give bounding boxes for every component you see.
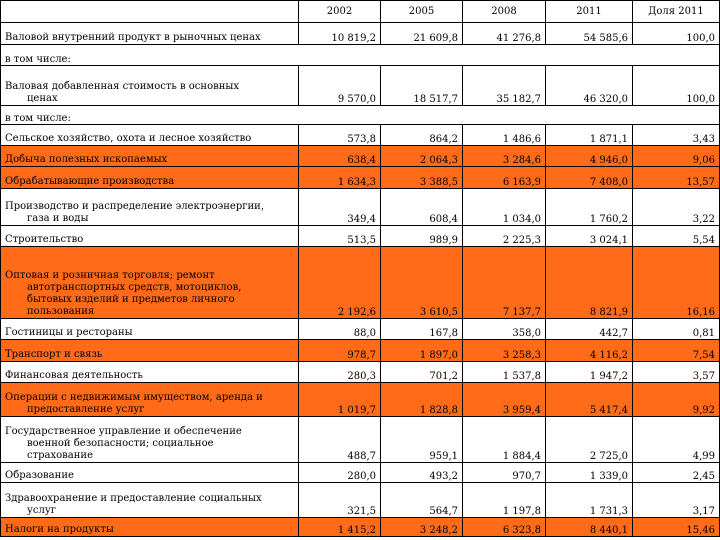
row-label — [1, 383, 299, 417]
cell-value: 970,7 — [463, 463, 546, 483]
cell-value: 1 634,3 — [299, 167, 381, 189]
row-label-line: Строительство — [5, 234, 84, 245]
section-label: в том числе: — [1, 45, 720, 66]
cell-value: 989,9 — [381, 226, 463, 247]
cell-value: 1 871,1 — [546, 125, 633, 146]
cell-value: 21 609,8 — [381, 23, 463, 45]
row-label — [1, 247, 299, 319]
row-label-line: Сельское хозяйство, охота и лесное хозяйство — [5, 133, 252, 144]
cell-value: 321,5 — [299, 483, 381, 518]
cell-value: 349,4 — [299, 189, 381, 226]
cell-share: 7,54 — [633, 340, 720, 362]
row-label-line: Добыча полезных ископаемых — [5, 154, 168, 165]
cell-value: 701,2 — [381, 362, 463, 383]
cell-value: 1 897,0 — [381, 340, 463, 362]
table-row — [1, 167, 720, 189]
row-label-line: Государственное управление и обеспечение — [5, 426, 242, 437]
header-blank — [1, 1, 299, 23]
cell-share: 0,81 — [633, 319, 720, 340]
cell-value: 1 486,6 — [463, 125, 546, 146]
table-row — [1, 66, 720, 106]
cell-value: 5 417,4 — [546, 383, 633, 417]
cell-value: 167,8 — [381, 319, 463, 340]
cell-value: 1 828,8 — [381, 383, 463, 417]
cell-value: 3 284,6 — [463, 146, 546, 167]
row-label-line: Операции с недвижимым имуществом, аренда и — [5, 392, 263, 403]
cell-value: 864,2 — [381, 125, 463, 146]
cell-share: 3,22 — [633, 189, 720, 226]
cell-share: 3,43 — [633, 125, 720, 146]
cell-value: 54 585,6 — [546, 23, 633, 45]
header-year-2011: 2011 — [546, 1, 633, 23]
header-year-2002: 2002 — [299, 1, 381, 23]
cell-value: 1 197,8 — [463, 483, 546, 518]
cell-value: 6 323,8 — [463, 518, 546, 537]
row-label — [1, 362, 299, 383]
row-label-line: Оптовая и розничная торговля; ремонт — [5, 270, 215, 281]
cell-value: 1 019,7 — [299, 383, 381, 417]
cell-value: 8 821,9 — [546, 247, 633, 319]
cell-value: 9 570,0 — [299, 66, 381, 106]
table-row — [1, 319, 720, 340]
cell-value: 3 248,2 — [381, 518, 463, 537]
section-label-row — [1, 45, 720, 66]
cell-value: 2 725,0 — [546, 417, 633, 463]
header-year-2005: 2005 — [381, 1, 463, 23]
row-label — [1, 463, 299, 483]
cell-value: 10 819,2 — [299, 23, 381, 45]
cell-value: 3 959,4 — [463, 383, 546, 417]
row-label-line: пользования — [27, 306, 95, 317]
table-row — [1, 362, 720, 383]
cell-share: 3,57 — [633, 362, 720, 383]
table-row — [1, 23, 720, 45]
cell-share: 15,46 — [633, 518, 720, 537]
cell-share: 3,17 — [633, 483, 720, 518]
cell-share: 100,0 — [633, 23, 720, 45]
cell-value: 18 517,7 — [381, 66, 463, 106]
cell-value: 2 192,6 — [299, 247, 381, 319]
row-label — [1, 23, 299, 45]
row-label — [1, 319, 299, 340]
row-label — [1, 483, 299, 518]
row-label — [1, 125, 299, 146]
cell-share: 9,92 — [633, 383, 720, 417]
cell-value: 3 258,3 — [463, 340, 546, 362]
cell-value: 442,7 — [546, 319, 633, 340]
table-row — [1, 125, 720, 146]
row-label-line: Здравоохранение и предоставление социальных — [5, 493, 262, 504]
cell-value: 6 163,9 — [463, 167, 546, 189]
row-label-line: Налоги на продукты — [5, 524, 114, 535]
cell-value: 3 610,5 — [381, 247, 463, 319]
cell-value: 608,4 — [381, 189, 463, 226]
table-body — [1, 23, 720, 537]
cell-value: 35 182,7 — [463, 66, 546, 106]
cell-value: 7 408,0 — [546, 167, 633, 189]
cell-value: 3 024,1 — [546, 226, 633, 247]
table-row — [1, 340, 720, 362]
cell-value: 1 760,2 — [546, 189, 633, 226]
cell-value: 1 339,0 — [546, 463, 633, 483]
row-label — [1, 66, 299, 106]
section-label: в том числе: — [1, 106, 720, 125]
cell-value: 488,7 — [299, 417, 381, 463]
cell-value: 2 064,3 — [381, 146, 463, 167]
cell-value: 493,2 — [381, 463, 463, 483]
cell-value: 4 946,0 — [546, 146, 633, 167]
row-label-line: ценах — [27, 93, 58, 104]
cell-value: 358,0 — [463, 319, 546, 340]
row-label — [1, 340, 299, 362]
cell-share: 2,45 — [633, 463, 720, 483]
row-label-line: военной безопасности; социальное — [27, 438, 214, 449]
table-row — [1, 483, 720, 518]
cell-share: 100,0 — [633, 66, 720, 106]
cell-share: 9,06 — [633, 146, 720, 167]
table-row — [1, 146, 720, 167]
table-row — [1, 189, 720, 226]
row-label-line: Гостиницы и рестораны — [5, 327, 133, 338]
table-row — [1, 247, 720, 319]
table-row — [1, 417, 720, 463]
cell-share: 13,57 — [633, 167, 720, 189]
cell-value: 978,7 — [299, 340, 381, 362]
row-label-line: Транспорт и связь — [5, 349, 103, 360]
cell-value: 8 440,1 — [546, 518, 633, 537]
row-label — [1, 226, 299, 247]
row-label-line: Производство и распределение электроэнергии, — [5, 201, 265, 212]
cell-value: 959,1 — [381, 417, 463, 463]
row-label — [1, 417, 299, 463]
section-label-row — [1, 106, 720, 125]
cell-value: 2 225,3 — [463, 226, 546, 247]
cell-value: 1 034,0 — [463, 189, 546, 226]
row-label-line: Обрабатывающие производства — [5, 176, 175, 187]
row-label-line: предоставление услуг — [27, 404, 145, 415]
table-row — [1, 518, 720, 537]
cell-value: 638,4 — [299, 146, 381, 167]
row-label-line: Валовая добавленная стоимость в основных — [5, 81, 239, 92]
header-year-2008: 2008 — [463, 1, 546, 23]
cell-value: 564,7 — [381, 483, 463, 518]
row-label — [1, 146, 299, 167]
row-label-line: автотранспортных средств, мотоциклов, — [27, 282, 242, 293]
row-label — [1, 189, 299, 226]
table-row — [1, 383, 720, 417]
row-label-line: Финансовая деятельность — [5, 370, 143, 381]
cell-share: 16,16 — [633, 247, 720, 319]
cell-value: 573,8 — [299, 125, 381, 146]
row-label-line: газа и воды — [27, 213, 89, 224]
header-share-2011: Доля 2011 — [633, 1, 720, 23]
cell-value: 3 388,5 — [381, 167, 463, 189]
cell-value: 4 116,2 — [546, 340, 633, 362]
row-label-line: страхование — [27, 450, 93, 461]
table-row — [1, 463, 720, 483]
row-label-line: бытовых изделий и предметов личного — [27, 294, 235, 305]
cell-value: 513,5 — [299, 226, 381, 247]
cell-value: 41 276,8 — [463, 23, 546, 45]
cell-value: 1 537,8 — [463, 362, 546, 383]
cell-value: 46 320,0 — [546, 66, 633, 106]
cell-value: 1 731,3 — [546, 483, 633, 518]
cell-value: 7 137,7 — [463, 247, 546, 319]
cell-value: 88,0 — [299, 319, 381, 340]
row-label-line: Валовой внутренний продукт в рыночных ценах — [5, 32, 261, 43]
cell-value: 1 947,2 — [546, 362, 633, 383]
row-label — [1, 518, 299, 537]
cell-value: 1 884,4 — [463, 417, 546, 463]
cell-share: 5,54 — [633, 226, 720, 247]
table-row — [1, 226, 720, 247]
cell-value: 280,3 — [299, 362, 381, 383]
header-row — [1, 1, 720, 23]
row-label-line: услуг — [27, 505, 56, 516]
cell-value: 1 415,2 — [299, 518, 381, 537]
cell-value: 280,0 — [299, 463, 381, 483]
row-label — [1, 167, 299, 189]
row-label-line: Образование — [5, 470, 74, 481]
cell-share: 4,99 — [633, 417, 720, 463]
